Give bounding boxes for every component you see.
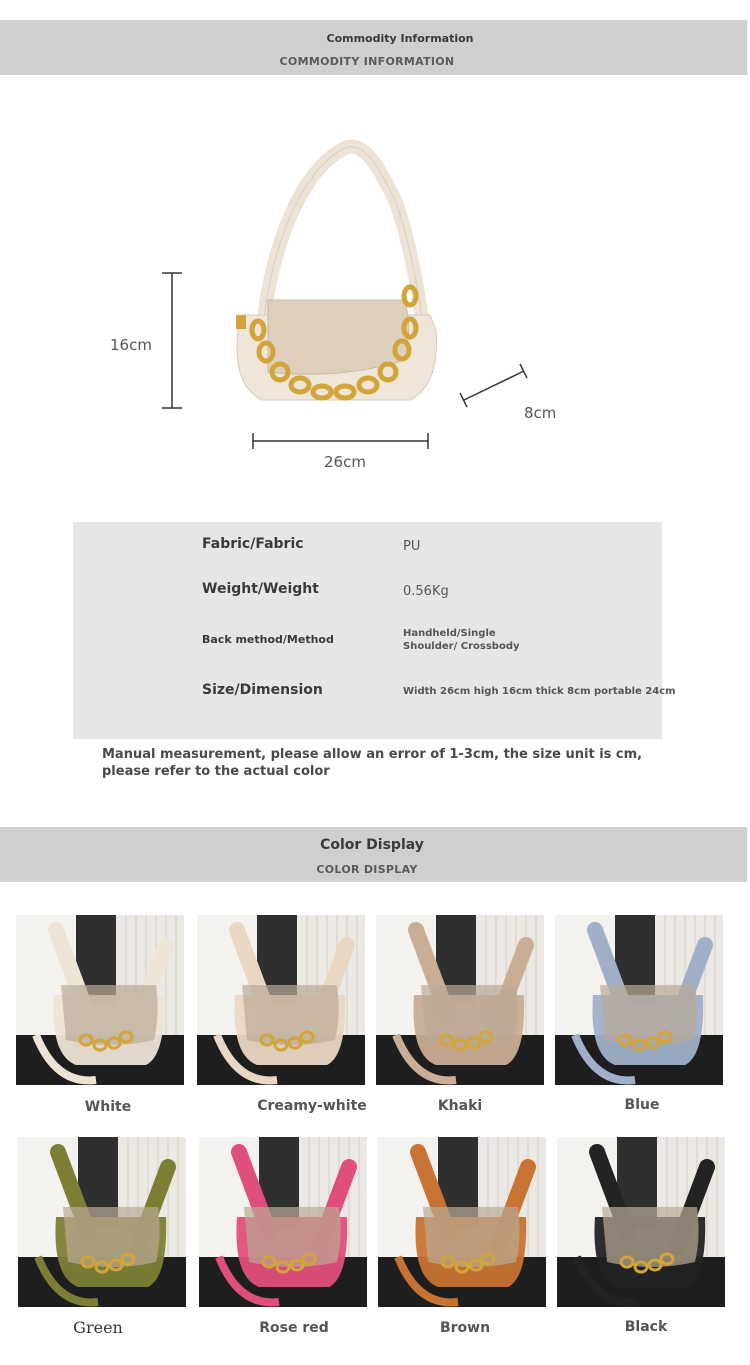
height-label: 16cm xyxy=(110,336,152,354)
color-swatch-image[interactable] xyxy=(376,915,544,1085)
color-label: Green xyxy=(73,1318,123,1337)
spec-value: Handheld/Single Shoulder/ Crossbody xyxy=(403,628,520,652)
commodity-info-banner xyxy=(0,20,747,75)
color-label: Creamy-white xyxy=(257,1098,367,1114)
spec-value: Width 26cm high 16cm thick 8cm portable 24cm xyxy=(403,686,676,697)
color-label: Khaki xyxy=(437,1098,483,1114)
width-label: 26cm xyxy=(324,453,366,471)
spec-key: Back method/Method xyxy=(202,633,334,646)
banner-subtitle: COMMODITY INFORMATION xyxy=(279,55,455,68)
color-label: Black xyxy=(624,1319,668,1335)
color-label: Brown xyxy=(439,1320,491,1336)
spec-value: PU xyxy=(403,539,421,554)
color-display-banner xyxy=(0,827,747,882)
color-swatch-image[interactable] xyxy=(557,1137,725,1307)
spec-key: Fabric/Fabric xyxy=(202,536,304,552)
color-swatch-image[interactable] xyxy=(199,1137,367,1307)
spec-value: 0.56Kg xyxy=(403,584,449,599)
color-swatch-image[interactable] xyxy=(555,915,723,1085)
spec-key: Weight/Weight xyxy=(202,581,319,597)
depth-label: 8cm xyxy=(524,404,557,422)
banner-subtitle: COLOR DISPLAY xyxy=(316,863,418,876)
color-swatch-image[interactable] xyxy=(197,915,365,1085)
banner-title: Color Display xyxy=(320,837,424,853)
color-swatch-image[interactable] xyxy=(16,915,184,1085)
color-swatch-image[interactable] xyxy=(378,1137,546,1307)
spec-table xyxy=(73,522,676,739)
spec-key: Size/Dimension xyxy=(202,682,323,698)
measurement-note: Manual measurement, please allow an error of 1-3cm, the size unit is cm, please refer to the actual color xyxy=(102,747,643,779)
banner-title: Commodity Information xyxy=(326,32,474,45)
color-label: White xyxy=(84,1099,132,1115)
color-swatch-image[interactable] xyxy=(18,1137,186,1307)
color-label: Rose red xyxy=(259,1320,329,1336)
product-image xyxy=(0,120,750,490)
color-label: Blue xyxy=(624,1097,660,1113)
